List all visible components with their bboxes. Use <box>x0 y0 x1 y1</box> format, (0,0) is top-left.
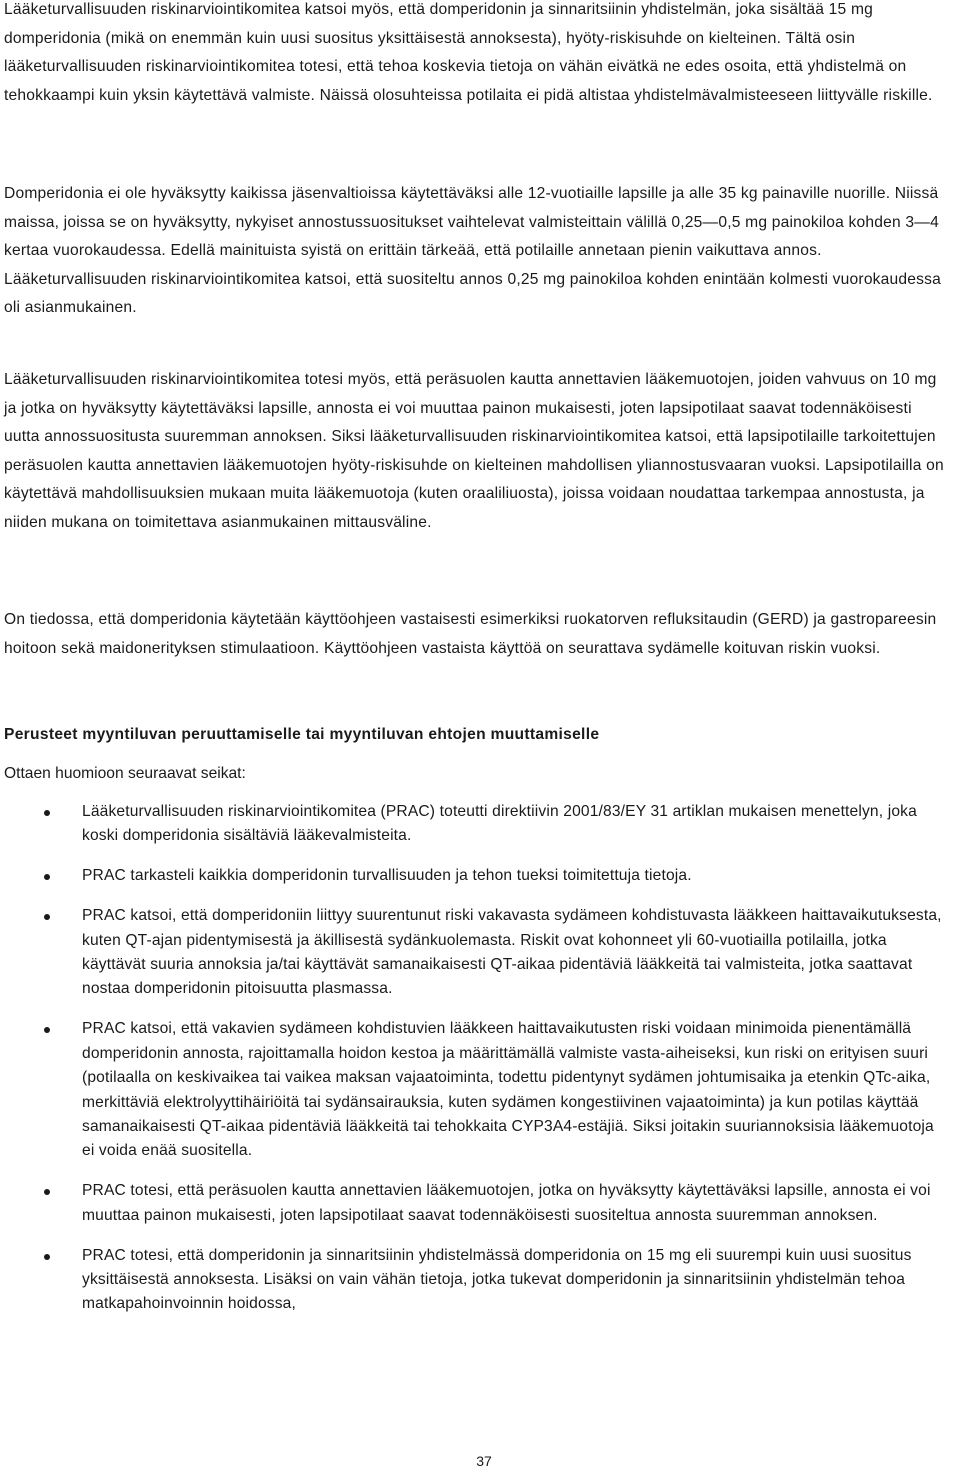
list-item <box>4 1017 944 1163</box>
list-item-text: PRAC katsoi, että vakavien sydämeen kohdistuvien lääkkeen haittavaikutusten riski voidaan minimoida pienentämällä domperidonin annosta, rajoittamalla hoidon kestoa ja määrittämällä valmiste vasta-aiheiseksi, kun riski on erityisen suuri (potilaalla on keskivaikea tai vaikea maksan vajaatoiminta, todettu pidentynyt sydämen johtumisaika ja etenkin QTc-aika, merkittäviä elektrolyyttihäiriöitä tai sydänsairauksia, kuten sydämen kongestiivinen vajaatoiminta) ja kun potilas käyttää samanaikaisesti QT-aikaa pidentäviä lääkkeitä tai tehokkaita CYP3A4-estäjiä. Siksi joitakin suuriannoksisia lääkemuotoja ei voida enää suositella. <box>82 1020 934 1160</box>
list-item-text: PRAC tarkasteli kaikkia domperidonin turvallisuuden ja tehon tueksi toimitettuja tietoja. <box>82 867 692 885</box>
list-item <box>4 864 944 888</box>
list-item <box>4 1179 944 1228</box>
bullet-icon <box>44 1254 50 1260</box>
paragraph-rectal-forms: Lääketurvallisuuden riskinarviointikomitea totesi myös, että peräsuolen kautta annettavien lääkemuotojen, joiden vahvuus on 10 mg ja jotka on hyväksytty käytettäväksi lapsille, annosta ei voi muuttaa painon mukaisesti, joten lapsipotilaat saavat todennäköisesti uutta annossuositusta suuremman annoksen. Siksi lääketurvallisuuden riskinarviointikomitea katsoi, että lapsipotilaille tarkoitettujen peräsuolen kautta annettavien lääkemuotojen hyöty-riskisuhde on kielteinen mahdollisen yliannostusvaaran vuoksi. Lapsipotilailla on käytettävä mahdollisuuksien mukaan muita lääkemuotoja (kuten oraaliliuosta), joissa voidaan noudattaa tarkempaa annostusta, ja niiden mukana on toimitettava asianmukainen mittausväline. <box>4 371 944 531</box>
paragraph-pediatric-dosing: Domperidonia ei ole hyväksytty kaikissa jäsenvaltioissa käytettäväksi alle 12-vuotiaille lapsille ja alle 35 kg painaville nuorille. Niissä maissa, joissa se on hyväksytty, nykyiset annostussuositukset vaihtelevat valmisteittain välillä 0,25—0,5 mg painokiloa kohden 3—4 kertaa vuorokaudessa. Edellä mainituista syistä on erittäin tärkeää, että potilaille annetaan pienin vaikuttava annos. Lääketurvallisuuden riskinarviointikomitea katsoi, että suositeltu annos 0,25 mg painokiloa kohden enintään kolmesti vuorokaudessa oli asianmukainen. <box>4 185 942 317</box>
list-item-text: PRAC katsoi, että domperidoniin liittyy suurentunut riski vakavasta sydämeen kohdistuvasta lääkkeen haittavaikutuksesta, kuten QT-ajan pidentymisestä ja äkillisestä sydänkuolemasta. Riskit ovat kohonneet yli 60-vuotiailla potilailla, jotka käyttävät suuria annoksia ja/tai käyttävät samanaikaisesti QT-aikaa pidentäviä lääkkeitä tai valmisteita, jotka saattavat nostaa domperidonin pitoisuutta plasmassa. <box>82 907 942 998</box>
list-item-text: Lääketurvallisuuden riskinarviointikomitea (PRAC) toteutti direktiivin 2001/83/EY 31 artiklan mukaisen menettelyn, joka koski domperidonia sisältäviä lääkevalmisteita. <box>82 803 917 845</box>
list-item-text: PRAC totesi, että peräsuolen kautta annettavien lääkemuotojen, jotka on hyväksytty käytettäväksi lapsille, annosta ei voi muuttaa painon mukaisesti, joten lapsipotilaat saavat todennäköisesti suositeltua annosta suuremman annoksen. <box>82 1182 931 1224</box>
grounds-list <box>4 800 944 1332</box>
paragraph-off-label-use: On tiedossa, että domperidonia käytetään käyttöohjeen vastaisesti esimerkiksi ruokatorven refluksitaudin (GERD) ja gastropareesin hoitoon sekä maidonerityksen stimulaatioon. Käyttöohjeen vastaista käyttöä on seurattava sydämelle koituvan riskin vuoksi. <box>4 611 937 657</box>
page-number: 37 <box>476 1453 492 1469</box>
list-item <box>4 1244 944 1317</box>
list-item <box>4 800 944 849</box>
paragraph-combination-risk: Lääketurvallisuuden riskinarviointikomitea katsoi myös, että domperidonin ja sinnaritsiinin yhdistelmän, joka sisältää 15 mg domperidonia (mikä on enemmän kuin uusi suositus yksittäisestä annoksesta), hyöty-riskisuhde on kielteinen. Tältä osin lääketurvallisuuden riskinarviointikomitea totesi, että tehoa koskevia tietoja on vähän eivätkä ne edes osoita, että yhdistelmä on tehokkaampi kuin yksin käytettävä valmiste. Näissä olosuhteissa potilaita ei pidä altistaa yhdistelmävalmisteeseen liittyvälle riskille. <box>4 1 933 104</box>
list-item-text: PRAC totesi, että domperidonin ja sinnaritsiinin yhdistelmässä domperidonia on 15 mg eli suurempi kuin uusi suositus yksittäisestä annoksesta. Lisäksi on vain vähän tietoja, jotka tukevat domperidonin ja sinnaritsiinin yhdistelmän tehoa matkapahoinvoinnin hoidossa, <box>82 1246 912 1313</box>
bullet-icon <box>44 810 50 816</box>
bullet-icon <box>44 1027 50 1033</box>
bullet-icon <box>44 914 50 920</box>
section-intro: Ottaen huomioon seuraavat seikat: <box>4 765 246 782</box>
bullet-icon <box>44 1189 50 1195</box>
bullet-icon <box>44 874 50 880</box>
list-item <box>4 904 944 1002</box>
section-heading: Perusteet myyntiluvan peruuttamiselle tai myyntiluvan ehtojen muuttamiselle <box>4 726 600 743</box>
